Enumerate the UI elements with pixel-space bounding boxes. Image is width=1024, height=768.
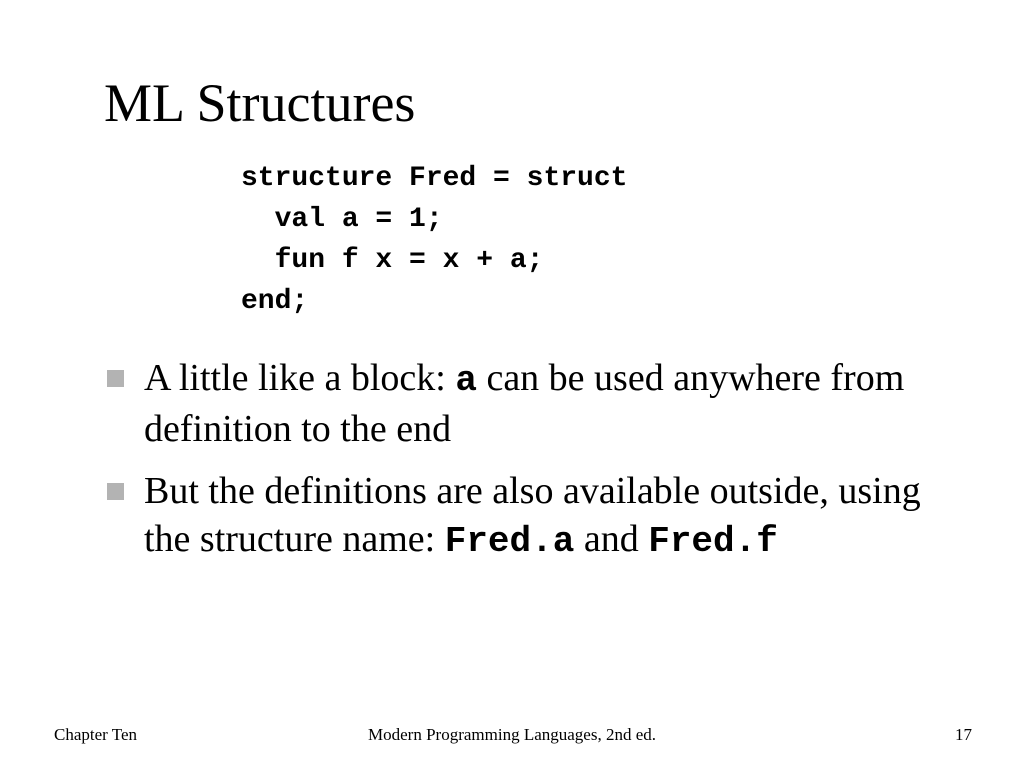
page-number: 17 [955,725,972,744]
bullet-item-definitions [104,467,964,566]
bullet-text: can be used anywhere from definition to the end [144,357,905,450]
code-line: fun f x = x + a; [241,245,544,276]
code-line: structure Fred = struct [241,163,628,194]
code-block [241,158,627,322]
inline-code: Fred.f [648,521,778,562]
code-line: val a = 1; [241,204,443,235]
bullet-text: and [574,518,649,560]
bullet-list [104,354,964,580]
code-line: end; [241,286,309,317]
inline-code: a [455,360,477,401]
footer-book-title: Modern Programming Languages, 2nd ed. [368,725,656,744]
bullet-text: A little like a block: [144,357,456,399]
inline-code: Fred.a [444,521,575,562]
bullet-text: But the definitions are also available outside, using the structure name: [144,470,921,560]
square-bullet-icon [107,370,124,387]
square-bullet-icon [107,483,124,500]
slide-title: ML Structures [104,73,416,133]
bullet-item-block [104,354,964,453]
footer-chapter: Chapter Ten [54,725,137,744]
